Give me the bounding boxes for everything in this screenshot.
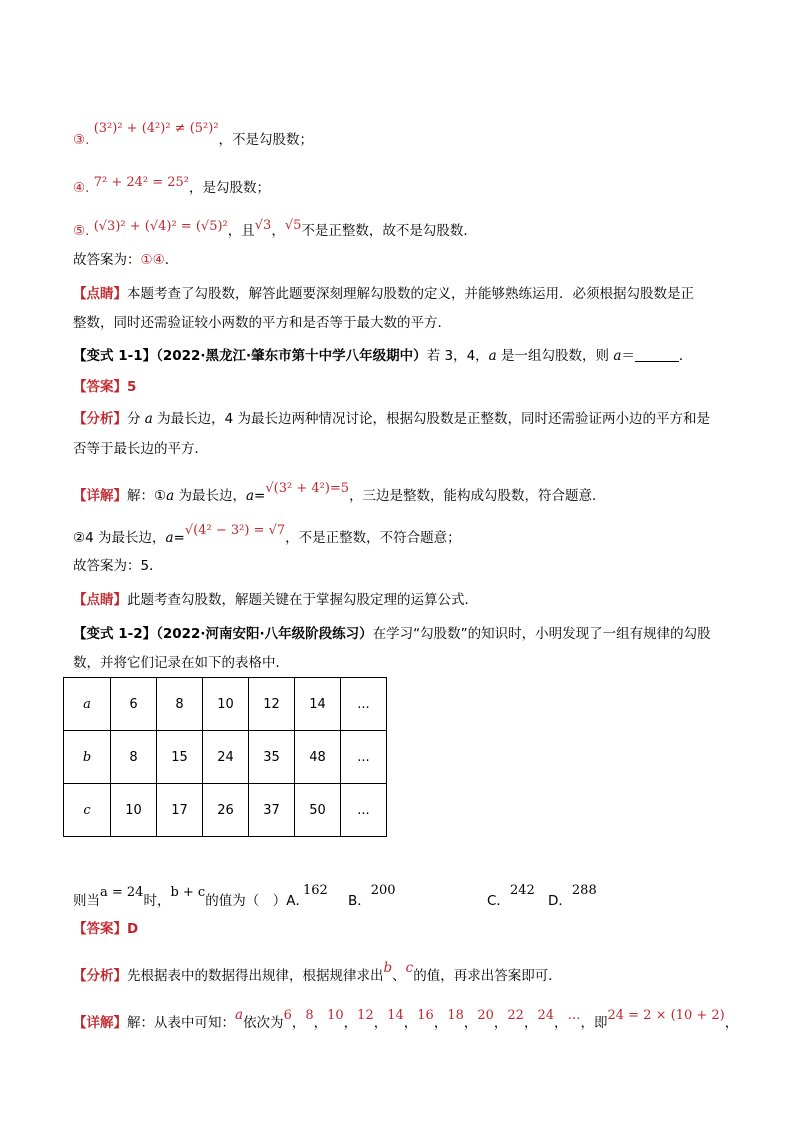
v11-detail-a: 解：① <box>127 488 167 504</box>
item5-comma: ， <box>271 223 285 239</box>
option-b-label: B． <box>348 893 371 909</box>
note1-line1 <box>73 285 694 303</box>
answer1-end: ． <box>164 252 179 268</box>
table-cell: 10 <box>111 784 157 837</box>
v11-detail-var2: a <box>245 488 255 504</box>
sequence-item: 24 <box>537 1008 554 1023</box>
v11-detail-line2 <box>73 523 461 548</box>
v12-analysis-b: b <box>383 960 393 976</box>
v11-detail2-a: ②4 为最长边， <box>73 530 166 546</box>
sequence-item: 18 <box>447 1008 464 1023</box>
table-cell: 50 <box>295 784 341 837</box>
v11-analysis-text2: 否等于最长边的平方． <box>73 441 208 457</box>
v11-analysis-line2 <box>73 440 208 458</box>
v11-detail2-c: ，不是正整数，不符合题意； <box>285 530 461 546</box>
answer1-value: ①④ <box>140 252 165 268</box>
item3-line <box>73 121 314 150</box>
sequence-item: 12 <box>357 1008 374 1023</box>
table-cell: 17 <box>157 784 203 837</box>
table-row <box>64 731 387 784</box>
answer1-line <box>73 251 178 269</box>
v11-answer-value: 5 <box>127 379 137 395</box>
v12-question-line1 <box>73 625 711 643</box>
v12-detail-var: a <box>235 1007 244 1023</box>
sequence-item: 6 <box>283 1008 292 1023</box>
option-c-label: C． <box>487 893 510 909</box>
option-d[interactable] <box>548 883 597 911</box>
v12-detail-tag: 【详解】 <box>73 1015 127 1031</box>
note2-line <box>73 591 478 609</box>
v11-answer <box>73 378 136 396</box>
v11-detail-c: ，三边是整数，能构成勾股数，符合题意． <box>349 488 606 504</box>
v12-q-a: 则当 <box>73 893 100 909</box>
v11-answer-tag: 【答案】 <box>73 379 127 395</box>
sequence-comma: ， <box>373 1015 388 1031</box>
v11-conclusion <box>73 557 163 575</box>
table-cell: ... <box>341 731 387 784</box>
v11-tag: 【变式 1-1】 <box>73 348 157 364</box>
sequence-comma: ， <box>523 1015 538 1031</box>
note1-line2 <box>73 314 451 332</box>
item3-number: ③. <box>73 132 90 148</box>
v11-detail-expr: √(3² + 4²)=5 <box>265 481 350 496</box>
item4-text: ，是勾股数； <box>189 180 271 196</box>
v11-detail2-expr: √(4² − 3²) = √7 <box>184 523 286 538</box>
item5-number: ⑤. <box>73 223 90 239</box>
v12-q-c: 的值为（ ）A． <box>205 893 309 909</box>
sequence-item: 20 <box>477 1008 494 1023</box>
v12-analysis-sep: 、 <box>392 968 406 984</box>
v12-detail-a: 解：从表中可知： <box>127 1015 235 1031</box>
table-cell: 15 <box>157 731 203 784</box>
v11-q-a: 若 3，4， <box>426 348 489 364</box>
v12-tag: 【变式 1-2】 <box>73 626 157 642</box>
v12-detail-expr: 24 = 2 × (10 + 2) <box>607 1008 725 1023</box>
v12-expr: b + c <box>170 885 206 900</box>
table-cell: 35 <box>249 731 295 784</box>
v12-text1: 在学习“勾股数”的知识时，小明发现了一组有规律的勾股 <box>372 626 711 642</box>
v12-sequence <box>283 1008 581 1031</box>
item4-number: ④. <box>73 180 90 196</box>
table-cell: 12 <box>249 678 295 731</box>
table-cell: ... <box>341 784 387 837</box>
sequence-comma: ， <box>493 1015 508 1031</box>
sequence-comma: ， <box>433 1015 448 1031</box>
v11-var-a2: a <box>613 348 622 364</box>
item5-root-5: √5 <box>284 218 302 233</box>
item3-text: ，不是勾股数； <box>218 132 314 148</box>
table-row-header: b <box>64 731 111 784</box>
v12-condition: a = 24 <box>100 885 144 900</box>
option-b-value: 200 <box>370 883 396 898</box>
v11-q-c: ＝ <box>621 348 635 364</box>
v12-options-line <box>73 885 309 911</box>
table-cell: 6 <box>111 678 157 731</box>
v11-analysis-var: a <box>144 411 153 427</box>
note1-tag: 【点睛】 <box>73 286 127 302</box>
v11-detail2-eq: = <box>173 530 185 546</box>
table-cell: 10 <box>203 678 249 731</box>
table-cell: 26 <box>203 784 249 837</box>
table-body <box>64 678 387 837</box>
table-cell: 48 <box>295 731 341 784</box>
option-c[interactable] <box>487 883 535 911</box>
v12-answer-tag: 【答案】 <box>73 921 127 937</box>
option-a[interactable] <box>303 881 328 900</box>
item3-expression: (3²)² + (4²)² ≠ (5²)² <box>93 121 219 136</box>
sequence-item: 22 <box>507 1008 524 1023</box>
v12-detail-end: ， <box>724 1015 739 1031</box>
note2-tag: 【点睛】 <box>73 592 127 608</box>
v11-conclusion-text: 故答案为：5． <box>73 558 163 574</box>
item4-line <box>73 175 271 198</box>
answer1-label: 故答案为： <box>73 252 141 268</box>
table-row-header: c <box>64 784 111 837</box>
table-cell: 14 <box>295 678 341 731</box>
v12-text2: 数，并将它们记录在如下的表格中． <box>73 655 289 671</box>
v12-detail-c: ，即 <box>580 1015 608 1031</box>
item5-line <box>73 218 477 241</box>
sequence-item: 14 <box>387 1008 404 1023</box>
v12-analysis-c: c <box>405 960 414 976</box>
note2-text: 此题考查勾股数，解题关键在于掌握勾股定理的运算公式． <box>127 592 478 608</box>
sequence-item: … <box>567 1008 581 1023</box>
table-cell: 24 <box>203 731 249 784</box>
v11-var-a: a <box>488 348 497 364</box>
v11-analysis-line1 <box>73 410 710 428</box>
v11-question <box>73 347 692 365</box>
option-a-value: 162 <box>303 883 328 898</box>
v11-detail-var: a <box>166 488 175 504</box>
item5-root-3: √3 <box>254 218 272 233</box>
v12-analysis-tag: 【分析】 <box>73 968 127 984</box>
v11-detail2-var: a <box>165 530 174 546</box>
v12-analysis <box>73 960 562 985</box>
v11-source: （2022·黑龙江·肇东市第十中学八年级期中） <box>156 348 427 364</box>
option-b[interactable] <box>348 883 396 911</box>
v11-detail-line1 <box>73 481 606 506</box>
sequence-comma: ， <box>291 1015 306 1031</box>
note1-text2: 整数，同时还需验证较小两数的平方和是否等于最大数的平方． <box>73 315 451 331</box>
v11-q-b: 是一组勾股数，则 <box>496 348 614 364</box>
v12-source: （2022·河南安阳·八年级阶段练习） <box>156 626 373 642</box>
sequence-item: 8 <box>305 1008 314 1023</box>
table-cell: 8 <box>111 731 157 784</box>
v12-q-b: 时， <box>143 893 171 909</box>
v11-analysis-a: 分 <box>127 411 145 427</box>
note1-text1: 本题考查了勾股数，解答此题要深刻理解勾股数的定义，并能够熟练运用．必须根据勾股数是正 <box>127 286 694 302</box>
v12-analysis-a: 先根据表中的数据得出规律，根据规律求出 <box>127 968 384 984</box>
sequence-comma: ， <box>403 1015 418 1031</box>
v12-answer <box>73 920 138 938</box>
v11-q-end: ． <box>678 348 693 364</box>
option-d-value: 288 <box>571 883 597 898</box>
v12-detail-b: 依次为 <box>243 1015 284 1031</box>
v12-detail <box>73 1007 739 1033</box>
item5-expression: (√3)² + (√4)² = (√5)² <box>93 219 228 234</box>
sequence-item: 16 <box>417 1008 434 1023</box>
pythagorean-table <box>63 677 387 837</box>
sequence-item: 10 <box>327 1008 344 1023</box>
option-d-label: D． <box>548 893 572 909</box>
table-row <box>64 784 387 837</box>
v11-detail-tag: 【详解】 <box>73 488 127 504</box>
table-cell: 8 <box>157 678 203 731</box>
v11-detail-eq: = <box>254 488 266 504</box>
v11-detail-b: 为最长边， <box>174 488 246 504</box>
table-row <box>64 678 387 731</box>
sequence-comma: ， <box>313 1015 328 1031</box>
v11-analysis-b: 为最长边，4 为最长边两种情况讨论，根据勾股数是正整数，同时还需验证两小边的平方和是 <box>152 411 711 427</box>
sequence-comma: ， <box>463 1015 478 1031</box>
item5-mid: ，且 <box>227 223 255 239</box>
option-c-value: 242 <box>509 883 535 898</box>
table-cell: 37 <box>249 784 295 837</box>
v11-answer-blank[interactable] <box>635 347 679 362</box>
v12-analysis-d: 的值，再求出答案即可． <box>413 968 562 984</box>
table-row-header: a <box>64 678 111 731</box>
v11-analysis-tag: 【分析】 <box>73 411 127 427</box>
v12-question-line2 <box>73 654 289 672</box>
item4-expression: 7² + 24² = 25² <box>93 175 190 190</box>
sequence-comma: ， <box>554 1015 568 1031</box>
v12-answer-value: D <box>127 921 139 937</box>
item5-text: 不是正整数，故不是勾股数． <box>301 223 477 239</box>
table-cell: ... <box>341 678 387 731</box>
sequence-comma: ， <box>343 1015 358 1031</box>
